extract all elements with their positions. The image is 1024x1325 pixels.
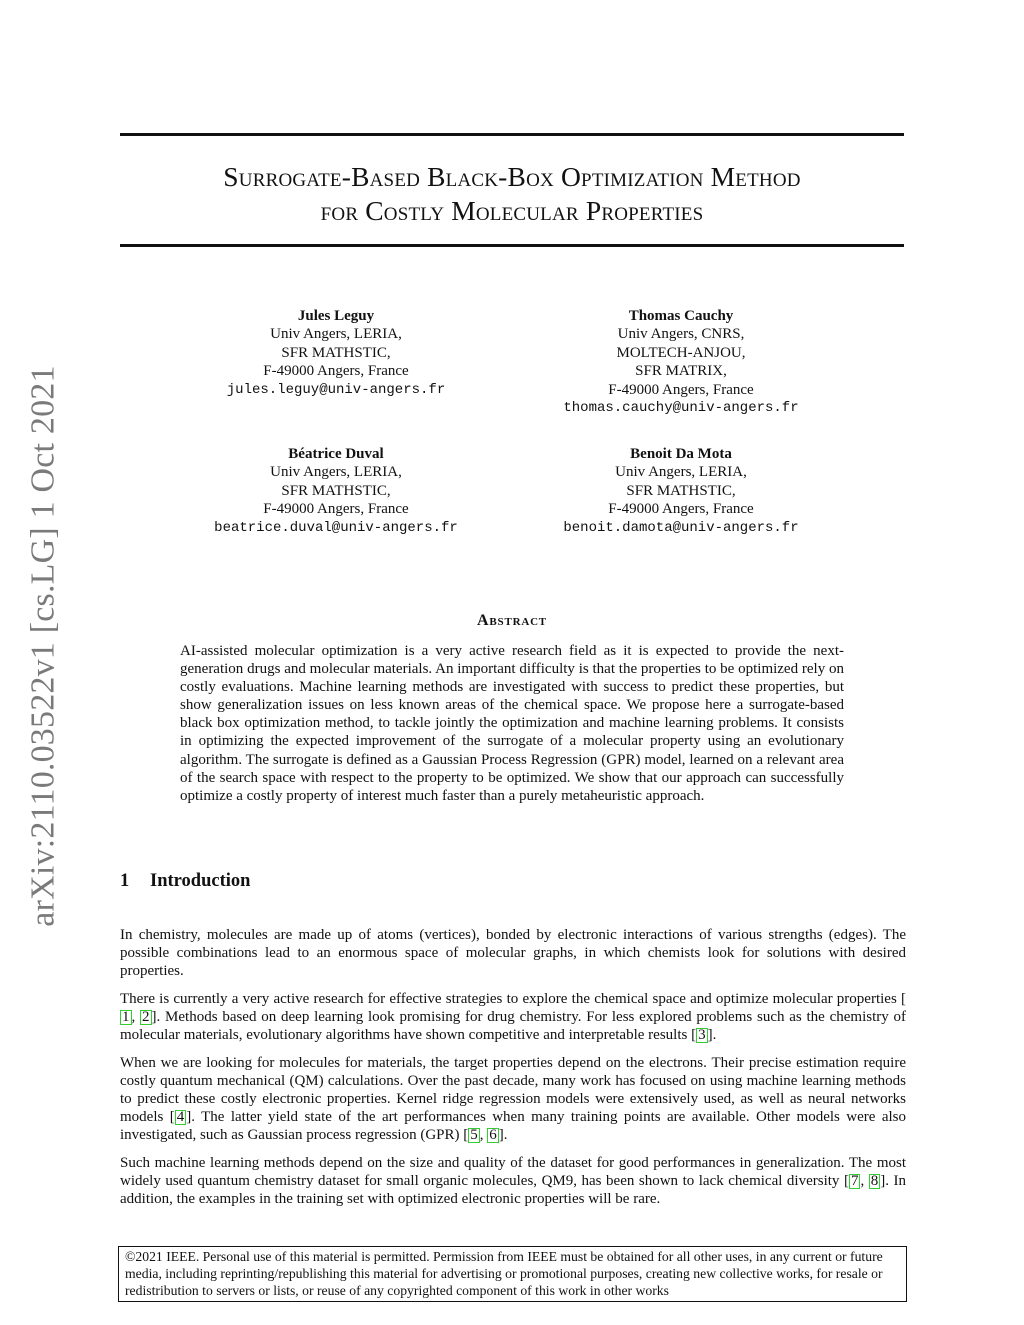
author-block [531, 307, 831, 417]
paragraph-text: ]. [707, 1027, 717, 1044]
citation-link[interactable]: 7 [850, 1173, 859, 1190]
paragraph-text: ]. The latter yield state of the art performances when many training points are available. Other models were also investigated, such as Gaussian process regression (GPR) [ [120, 1109, 906, 1144]
author-affiliation-line: Univ Angers, CNRS, [617, 326, 745, 343]
section-title: Introduction [150, 871, 251, 891]
citation-link[interactable]: 3 [698, 1027, 706, 1044]
author-affiliation-line: SFR MATRIX, [635, 363, 727, 380]
paragraph-text: Such machine learning methods depend on the size and quality of the dataset for good performances in generalization. The most widely used quantum chemistry dataset for small organic molecules, QM9, has been shown to lack chemical diversity [ [120, 1155, 906, 1190]
author-name: Jules Leguy [297, 308, 375, 324]
abstract-heading: Abstract [477, 612, 547, 629]
title-line-1: Surrogate-Based Black-Box Optimization Method [223, 161, 801, 192]
author-affiliation-line: F-49000 Angers, France [608, 501, 754, 518]
author-email: jules.leguy@univ-angers.fr [226, 381, 446, 398]
section-number: 1 [120, 871, 130, 891]
author-affiliation-line: Univ Angers, LERIA, [270, 326, 402, 343]
author-affiliation-line: SFR MATHSTIC, [626, 482, 736, 499]
body-paragraph: There is currently a very active research for effective strategies to explore the chemical space and optimize molecular properties [1 , 2 ]. Methods based on deep learning look promising for drug chemistry. For less explored problems such as the chemistry of molecular materials, evolutionary algorithms have shown competitive and interpretable results [ 3 ]. [120, 991, 907, 1044]
paragraph-text: When we are looking for molecules for materials, the target properties depend on the electrons. Their precise estimation require costly quantum mechanical (QM) calculations. Over the past decade, many work has focused on using machine learning methods to predict these costly electronic properties. Kernel ridge regression models were extensively used, as well as neural networks models [ [120, 1055, 906, 1126]
arxiv-stamp-text: arXiv:2110.03522v1 [cs.LG] 1 Oct 2021 [25, 365, 63, 927]
citation-link[interactable]: 8 [870, 1173, 879, 1190]
citation-link[interactable]: 2 [142, 1009, 150, 1026]
body-paragraph: In chemistry, molecules are made up of atoms (vertices), bonded by electronic interactions of various strengths (edges). The possible combinations lead to an enormous space of molecular graphs, in which chemists look for solutions with desired properties. [120, 927, 906, 980]
citation-link[interactable]: 6 [489, 1127, 497, 1144]
arxiv-stamp [25, 363, 63, 929]
paragraph-text: ]. [498, 1127, 508, 1144]
title-top-rule [120, 133, 904, 136]
copyright-notice: ©2021 IEEE. Personal use of this material is permitted. Permission from IEEE must be obtained for all other uses, in any current or future media, including reprinting/republishing this material for advertising or promotional purposes, creating new collective works, for resale or redistribution to servers or lists, or reuse of any copyrighted component of this work in other works [118, 1246, 907, 1302]
author-affiliation-line: Univ Angers, LERIA, [270, 464, 402, 481]
citation-link[interactable]: 4 [176, 1109, 185, 1126]
author-affiliation-line: Univ Angers, LERIA, [615, 464, 747, 481]
paper-title [120, 160, 904, 228]
paragraph-text: ]. In addition, the examples in the training set with optimized electronic properties will be rare. [120, 1173, 906, 1208]
author-email: beatrice.duval@univ-angers.fr [214, 519, 458, 536]
author-affiliation-line: SFR MATHSTIC, [281, 482, 391, 499]
title-bottom-rule [120, 244, 904, 247]
author-name: Thomas Cauchy [628, 308, 734, 324]
author-block [531, 445, 831, 537]
body-paragraph: Such machine learning methods depend on the size and quality of the dataset for good performances in generalization. The most widely used quantum chemistry dataset for small organic molecules, QM9, has been shown to lack chemical diversity [ 7 , 8 ]. In addition, the examples in the training set with optimized electronic properties will be rare. [120, 1155, 906, 1208]
section-heading [120, 871, 250, 892]
citation-link[interactable]: 5 [470, 1127, 478, 1144]
body-paragraph: When we are looking for molecules for materials, the target properties depend on the electrons. Their precise estimation require costly quantum mechanical (QM) calculations. Over the past decade, many work has focused on using machine learning methods to predict these costly electronic properties. Kernel ridge regression models were extensively used, as well as neural networks models [ 4 ]. The latter yield state of the art performances when many training points are available. Other models were also investigated, such as Gaussian process regression (GPR) [ 5 , 6 ]. [120, 1055, 906, 1144]
citation-link[interactable]: 1 [122, 1009, 130, 1026]
author-affiliation-line: F-49000 Angers, France [608, 381, 754, 398]
author-block [186, 307, 486, 399]
author-email: benoit.damota@univ-angers.fr [563, 519, 799, 536]
paragraph-text: There is currently a very active research for effective strategies to explore the chemical space and optimize molecular properties [ [120, 991, 906, 1007]
author-name: Béatrice Duval [288, 446, 384, 462]
author-affiliation-line: SFR MATHSTIC, [281, 344, 391, 361]
paragraph-text: ]. Methods based on deep learning look promising for drug chemistry. For less explored problems such as the chemistry of molecular materials, evolutionary algorithms have shown competitive and interpretable results [ [120, 1009, 907, 1044]
author-name: Benoit Da Mota [630, 446, 732, 462]
title-line-2: for Costly Molecular Properties [320, 195, 704, 226]
author-affiliation-line: F-49000 Angers, France [263, 501, 409, 518]
author-affiliation-line: MOLTECH-ANJOU, [616, 344, 746, 361]
author-email: thomas.cauchy@univ-angers.fr [563, 400, 799, 417]
author-affiliation-line: F-49000 Angers, France [263, 363, 409, 380]
abstract-text: AI-assisted molecular optimization is a very active research field as it is expected to provide the next-generation drugs and molecular materials. An important difficulty is that the properties to be optimized rely on costly evaluations. Machine learning methods are investigated with success to predict these properties, but show generalization issues on less known areas of the chemical space. We propose here a surrogate-based black box optimization method, to tackle jointly the optimization and machine learning problems. It consists in optimizing the expected improvement of the surrogate of a molecular property using an evolutionary algorithm. The surrogate is defined as a Gaussian Process Regression (GPR) model, learned on a relevant area of the search space with respect to the property to be optimized. We show that our approach can successfully optimize a costly property of interest much faster than a purely metaheuristic approach. [180, 643, 844, 804]
author-block [186, 445, 486, 537]
